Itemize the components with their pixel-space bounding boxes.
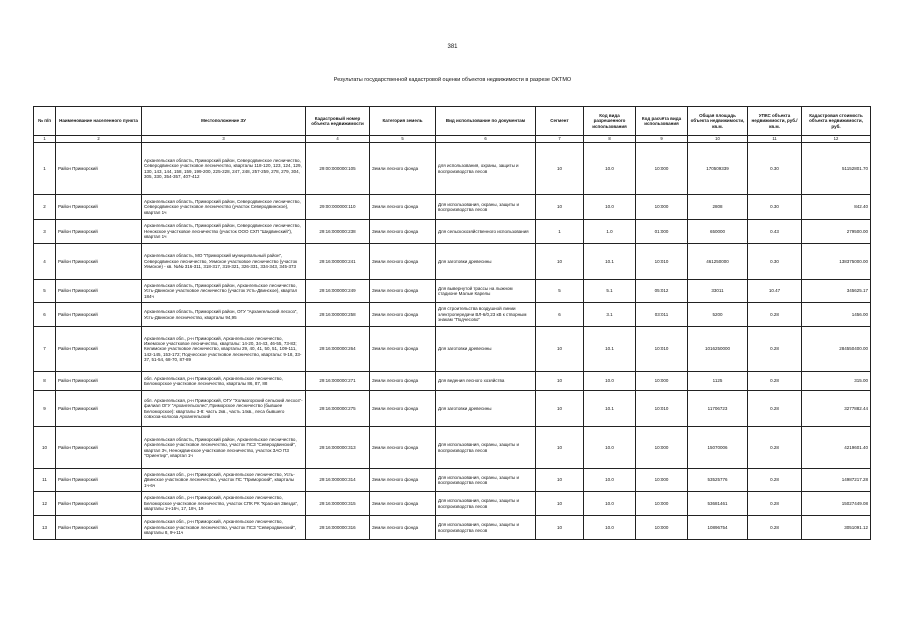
table-row [34,492,871,516]
cell-calc-code: 10:000 [636,469,688,492]
table-row [34,372,871,391]
col-number: 5 [370,136,436,143]
cadastral-results-table [33,106,871,540]
col-number: 10 [688,136,748,143]
cell-cadastral-value: 284550400.00 [802,327,871,372]
cell-cadastral-number: 29:16:000000:313 [306,427,370,469]
cell-area: 1016250000 [688,327,748,372]
cell-cadastral-value: 4219601.40 [802,427,871,469]
col-number: 2 [56,136,142,143]
cell-usage: Для использования, охраны, защиты и воспроизводства лесов [436,195,536,220]
cell-area: 10896754 [688,516,748,540]
col-header-category: Категория земель [370,107,436,136]
cell-area: 461250000 [688,244,748,280]
cell-segment: 10 [536,143,584,195]
col-number: 3 [142,136,306,143]
cell-settlement: Район Приморский [56,220,142,244]
cell-land-category: Земли лесного фонда [370,469,436,492]
cell-usage: Для строительства воздушной линии электропередачи ВЛ-6/0,23 кВ к створным знакам "Подчесово" [436,303,536,327]
cell-area: 170509339 [688,143,748,195]
cell-area: 33011 [688,280,748,303]
cell-upks: 0.30 [748,244,802,280]
cell-row-number: 4 [34,244,56,280]
cell-location: Архангельская обл., р-н Приморский, Архангельское лесничество, Архангельское участковое лесничество, участок ПСЗ "Северодвинский", кварталы 8, 9ч-11ч [142,516,306,540]
cell-cadastral-value: 842.40 [802,195,871,220]
cell-upks: 0.28 [748,303,802,327]
cell-location: Архангельская область, Приморский район, Северодвинское лесничество, Ненокское участковое лесничество (участок ООО СХП "Шидвинский"), квартал 1ч [142,220,306,244]
cell-location: Архангельская обл., р-н Приморский, Архангельское лесничество, Усть-Двинское участковое лесничество, участок ПС "Приморский", кварталы 1ч-6ч [142,469,306,492]
cell-area: 650000 [688,220,748,244]
table-row [34,303,871,327]
col-number: 1 [34,136,56,143]
cell-cadastral-number: 29:16:000000:275 [306,391,370,427]
table-row [34,195,871,220]
table-row [34,280,871,303]
table-body [34,143,871,540]
cell-vri-code: 10.0 [584,492,636,516]
cell-upks: 0.43 [748,220,802,244]
cell-settlement: Район Приморский [56,492,142,516]
cell-cadastral-number: 29:16:000000:314 [306,469,370,492]
cell-segment: 10 [536,391,584,427]
cell-land-category: Земли лесного фонда [370,280,436,303]
cell-vri-code: 10.0 [584,195,636,220]
col-header-settlement: Наименование населенного пункта [56,107,142,136]
cell-vri-code: 10.1 [584,327,636,372]
cell-location: Архангельская область, Приморский район, Архангельское лесничество, Архангельское участковое лесничество, участок ПСЗ "Северодвинский", квартал 3ч, Ненокдвинское участковое лесничество, участок ЗАО ПЗ "Ориентир", квартал 1ч [142,427,306,469]
cell-usage: Для использования, охраны, защиты и воспроизводства лесов [436,516,536,540]
table-row [34,327,871,372]
cell-usage: Для сельскохозяйственного использования [436,220,536,244]
col-header-location: Местоположение ЗУ [142,107,306,136]
cell-area: 5200 [688,303,748,327]
cell-area: 53681461 [688,492,748,516]
cell-cadastral-number: 29:16:000000:241 [306,244,370,280]
cell-area: 2808 [688,195,748,220]
table-row [34,143,871,195]
cell-row-number: 10 [34,427,56,469]
cell-land-category: Земли лесного фонда [370,372,436,391]
cell-land-category: Земли лесного фонда [370,391,436,427]
cell-vri-code: 3.1 [584,303,636,327]
cell-land-category: Земли лесного фонда [370,516,436,540]
document-title: Результаты государственной кадастровой оценки объектов недвижимости в разрезе ОКТМО [333,77,572,83]
cell-row-number: 3 [34,220,56,244]
cell-upks: 0.28 [748,391,802,427]
cell-upks: 0.28 [748,327,802,372]
cell-calc-code: 10:010 [636,327,688,372]
cell-land-category: Земли лесного фонда [370,492,436,516]
cell-row-number: 2 [34,195,56,220]
cell-cadastral-value: 279500.00 [802,220,871,244]
cell-segment: 10 [536,195,584,220]
cell-usage: Для заготовки древесины [436,244,536,280]
cell-upks: 10.47 [748,280,802,303]
cell-cadastral-number: 29:16:000000:264 [306,327,370,372]
header-row [34,107,871,136]
cell-cadastral-value: 138375000.00 [802,244,871,280]
cell-cadastral-number: 29:16:000000:238 [306,220,370,244]
cell-vri-code: 1.0 [584,220,636,244]
cell-land-category: Земли лесного фонда [370,327,436,372]
cell-calc-code: 10:000 [636,516,688,540]
cell-segment: 10 [536,492,584,516]
cell-row-number: 12 [34,492,56,516]
cell-settlement: Район Приморский [56,427,142,469]
cell-location: обл. Архангельская, р-н Приморский, ОГУ "Холмогорский сельский лесхоз"-филиал ОГУ "Архангельсклес",Приморское лесничество (бывшее Беломорское): кварталы 3-8: часть 2кв., часть 14кв., леса бывшего совхоза-колхоза Архангельский [142,391,306,427]
cell-segment: 10 [536,469,584,492]
cell-location: Архангельская область, Приморский район, Северодвинское лесничество, Северодвинское участковое лесничество (участок Северодвинское), квартал 1ч [142,195,306,220]
cell-segment: 10 [536,516,584,540]
cell-cadastral-number: 29:16:000000:315 [306,492,370,516]
cell-calc-code: 10:010 [636,244,688,280]
table-row [34,244,871,280]
cell-area: 15070006 [688,427,748,469]
cell-calc-code: 01:000 [636,220,688,244]
cell-vri-code: 10.0 [584,427,636,469]
cell-vri-code: 5.1 [584,280,636,303]
cell-usage: Для ведения лесного хозяйства [436,372,536,391]
cell-settlement: Район Приморский [56,244,142,280]
col-header-vri: Код вида разрешенного использования [584,107,636,136]
col-header-upks: УПКС объекта недвижимости, руб./кв.м. [748,107,802,136]
col-number: 4 [306,136,370,143]
cell-row-number: 9 [34,391,56,427]
cell-segment: 10 [536,327,584,372]
cell-cadastral-number: 29:00:000000:105 [306,143,370,195]
cell-cadastral-value: 14987217.28 [802,469,871,492]
cell-row-number: 11 [34,469,56,492]
cell-usage: Для вывернутой трассы на лыжном стадионе Малые Карелы [436,280,536,303]
cell-settlement: Район Приморский [56,469,142,492]
table-row [34,516,871,540]
col-number: 12 [802,136,871,143]
cell-cadastral-number: 29:16:000000:316 [306,516,370,540]
cell-land-category: Земли лесного фонда [370,244,436,280]
cell-cadastral-value: 3277882.44 [802,391,871,427]
page-number: 381 [447,44,458,50]
cell-row-number: 6 [34,303,56,327]
cell-cadastral-value: 315.00 [802,372,871,391]
cell-usage: Для заготовки древесины [436,327,536,372]
cell-calc-code: 10:000 [636,427,688,469]
cell-vri-code: 10.0 [584,469,636,492]
cell-location: Архангельская область, Приморский район, Северодвинское лесничество, Северодвинское участковое лесничество, кварталы 118-120, 123, 124, 129, 130, 143, 144, 158, 159, 199-200, 225-228, 247, 248, 257-259, 278, 279, 304, 305, 330, 354-357, 407-412 [142,143,306,195]
cell-upks: 0.28 [748,492,802,516]
cell-row-number: 13 [34,516,56,540]
cell-cadastral-number: 29:16:000000:258 [306,303,370,327]
cell-land-category: Земли лесного фонда [370,220,436,244]
cell-cadastral-number: 29:16:000000:271 [306,372,370,391]
col-number: 6 [436,136,536,143]
column-number-row [34,136,871,143]
cell-cadastral-value: 51152801.70 [802,143,871,195]
cell-upks: 0.28 [748,469,802,492]
cell-usage: Для заготовки древесины [436,391,536,427]
col-header-use: Вид использование по документам [436,107,536,136]
cell-location: Архангельская область, Приморский район, Архангельское лесничество, Усть-Двинское участковое лесничество (участок Усть-Двинское), квартал 184ч [142,280,306,303]
cell-land-category: Земли лесного фонда [370,143,436,195]
cell-row-number: 7 [34,327,56,372]
results-table-wrapper [33,106,870,540]
cell-settlement: Район Приморский [56,195,142,220]
cell-location: Архангельская область, МО "Приморский муниципальный район", Северодвинское лесничество, Уемское участковое лесничество (участок Уемское) - кв. №№ 316-311, 318-317, 319-321, 326-331, 334-343, 345-373 [142,244,306,280]
cell-upks: 0.30 [748,143,802,195]
cell-settlement: Район Приморский [56,372,142,391]
cell-location: Архангельская обл., р-н Приморский, Архангельское лесничество, Ижемское участковое лесничество, кварталы: 14-20, 34-43, 46-55, 73-83; Келимское участковое лесничество, кварталы 29, 40, 41, 50, 51, 109-111, 142-145, 153-172; Подчесское участковое лесничество, кварталы: 9-18, 33-37, 51-54, 68-70, 87-89 [142,327,306,372]
table-row [34,220,871,244]
col-header-cadastral: Кадастровый номер объекта недвижимости [306,107,370,136]
cell-segment: 5 [536,280,584,303]
cell-segment: 6 [536,303,584,327]
cell-land-category: Земли лесного фонда [370,303,436,327]
cell-area: 11706723 [688,391,748,427]
col-header-value: Кадастровая стоимость объекта недвижимости, руб. [802,107,871,136]
col-header-segment: Сегмент [536,107,584,136]
cell-land-category: Земли лесного фонда [370,427,436,469]
cell-area: 53525776 [688,469,748,492]
cell-calc-code: 10:010 [636,391,688,427]
col-number: 11 [748,136,802,143]
cell-cadastral-value: 15027449.08 [802,492,871,516]
cell-settlement: Район Приморский [56,327,142,372]
cell-upks: 0.30 [748,195,802,220]
cell-vri-code: 10.1 [584,244,636,280]
cell-location: Архангельская обл., р-н Приморский, Архангельское лесничество, Беломорское участковое лесничество, участок СПК РК "Красная Звезда", кварталы 1ч-16ч, 17, 18ч, 19 [142,492,306,516]
cell-calc-code: 10:000 [636,195,688,220]
table-row [34,427,871,469]
cell-upks: 0.28 [748,516,802,540]
col-number: 8 [584,136,636,143]
cell-location: обл. Архангельская, р-н Приморский, Архангельское лесничество, Беломорское участковое лесничество, кварталы 86, 87, 88 [142,372,306,391]
col-number: 9 [636,136,688,143]
cell-cadastral-value: 1456.00 [802,303,871,327]
cell-segment: 10 [536,372,584,391]
cell-settlement: Район Приморский [56,303,142,327]
cell-upks: 0.28 [748,427,802,469]
table-row [34,391,871,427]
cell-cadastral-number: 29:16:000000:249 [306,280,370,303]
cell-settlement: Район Приморский [56,143,142,195]
cell-calc-code: 10:000 [636,143,688,195]
col-header-num: № п/п [34,107,56,136]
col-header-area: Общая площадь объекта недвижимости, кв.м. [688,107,748,136]
cell-settlement: Район Приморский [56,516,142,540]
cell-cadastral-number: 29:00:000000:110 [306,195,370,220]
cell-calc-code: 10:000 [636,372,688,391]
cell-vri-code: 10.0 [584,372,636,391]
cell-usage: Для использования, охраны, защиты и воспроизводства лесов [436,427,536,469]
cell-usage: Для использования, охраны, защиты и воспроизводства лесов [436,492,536,516]
cell-segment: 10 [536,427,584,469]
cell-usage: Для использования, охраны, защиты и воспроизводства лесов [436,469,536,492]
cell-vri-code: 10.0 [584,143,636,195]
cell-location: Архангельская область, Приморский район, ОГУ "Архангельский лесхоз", Усть-Двинское лесничество, кварталы 94,95 [142,303,306,327]
col-number: 7 [536,136,584,143]
cell-segment: 1 [536,220,584,244]
cell-upks: 0.28 [748,372,802,391]
cell-cadastral-value: 345625.17 [802,280,871,303]
cell-calc-code: 03:011 [636,303,688,327]
col-header-calc: Код расчёта вида использования [636,107,688,136]
cell-vri-code: 10.0 [584,516,636,540]
cell-area: 1125 [688,372,748,391]
cell-row-number: 1 [34,143,56,195]
cell-row-number: 5 [34,280,56,303]
cell-calc-code: 05:012 [636,280,688,303]
cell-settlement: Район Приморский [56,391,142,427]
table-row [34,469,871,492]
cell-row-number: 8 [34,372,56,391]
cell-settlement: Район Приморский [56,280,142,303]
cell-calc-code: 10:000 [636,492,688,516]
cell-usage: для использования, охраны, защиты и воспроизводства лесов [436,143,536,195]
cell-vri-code: 10.1 [584,391,636,427]
cell-segment: 10 [536,244,584,280]
cell-cadastral-value: 3051091.12 [802,516,871,540]
cell-land-category: Земли лесного фонда [370,195,436,220]
